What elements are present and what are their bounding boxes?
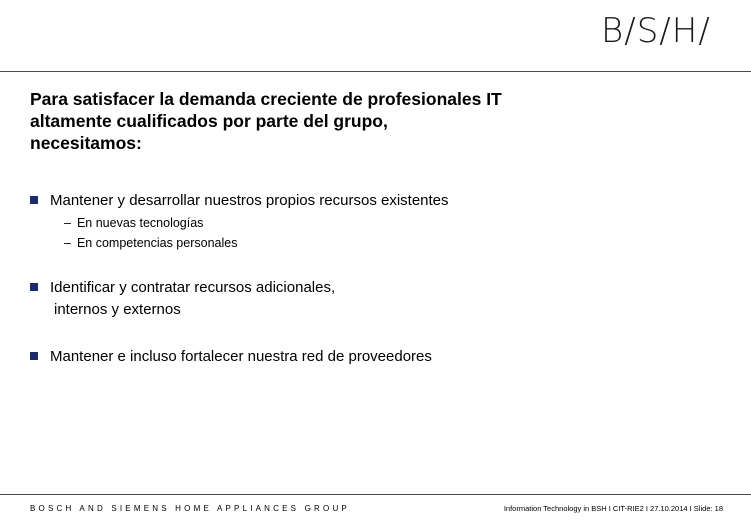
bullet-item-2 xyxy=(30,277,335,321)
footer-slide-info: Information Technology in BSH I CIT-RIE2 I 27.10.2014 I Slide: 18 xyxy=(503,504,723,513)
headline-line-3: necesitamos: xyxy=(30,133,142,153)
bullet-text-1: Mantener y desarrollar nuestros propios recursos existentes xyxy=(50,192,449,209)
sub-item-text-1: En nuevas tecnologías xyxy=(76,216,204,230)
bullet-square-icon xyxy=(30,283,38,291)
company-logo: B/S/H/ xyxy=(601,11,711,51)
bullet-square-icon xyxy=(30,196,38,204)
bullet-continuation-2: internos y externos xyxy=(54,301,181,318)
sub-item-1 xyxy=(64,213,203,233)
footer-company: BOSCH AND SIEMENS HOME APPLIANCES GROUP xyxy=(30,504,350,513)
bullet-item-3 xyxy=(30,346,432,368)
headline-line-2: altamente cualificados por parte del grupo, xyxy=(30,111,388,131)
dash-marker: – xyxy=(64,216,71,230)
sub-item-text-2: En competencias personales xyxy=(76,236,238,250)
headline-line-1: Para satisfacer la demanda creciente de profesionales IT xyxy=(30,89,502,109)
bullet-text-2: Identificar y contratar recursos adicionales, xyxy=(50,279,336,296)
bullet-square-icon xyxy=(30,352,38,360)
dash-marker: – xyxy=(64,236,71,250)
bullet-item-1 xyxy=(30,190,449,212)
bullet-text-3: Mantener e incluso fortalecer nuestra red de proveedores xyxy=(50,348,432,365)
footer-divider xyxy=(0,494,751,495)
header-divider xyxy=(0,71,751,72)
slide-headline xyxy=(30,88,630,154)
sub-item-2 xyxy=(64,233,237,253)
